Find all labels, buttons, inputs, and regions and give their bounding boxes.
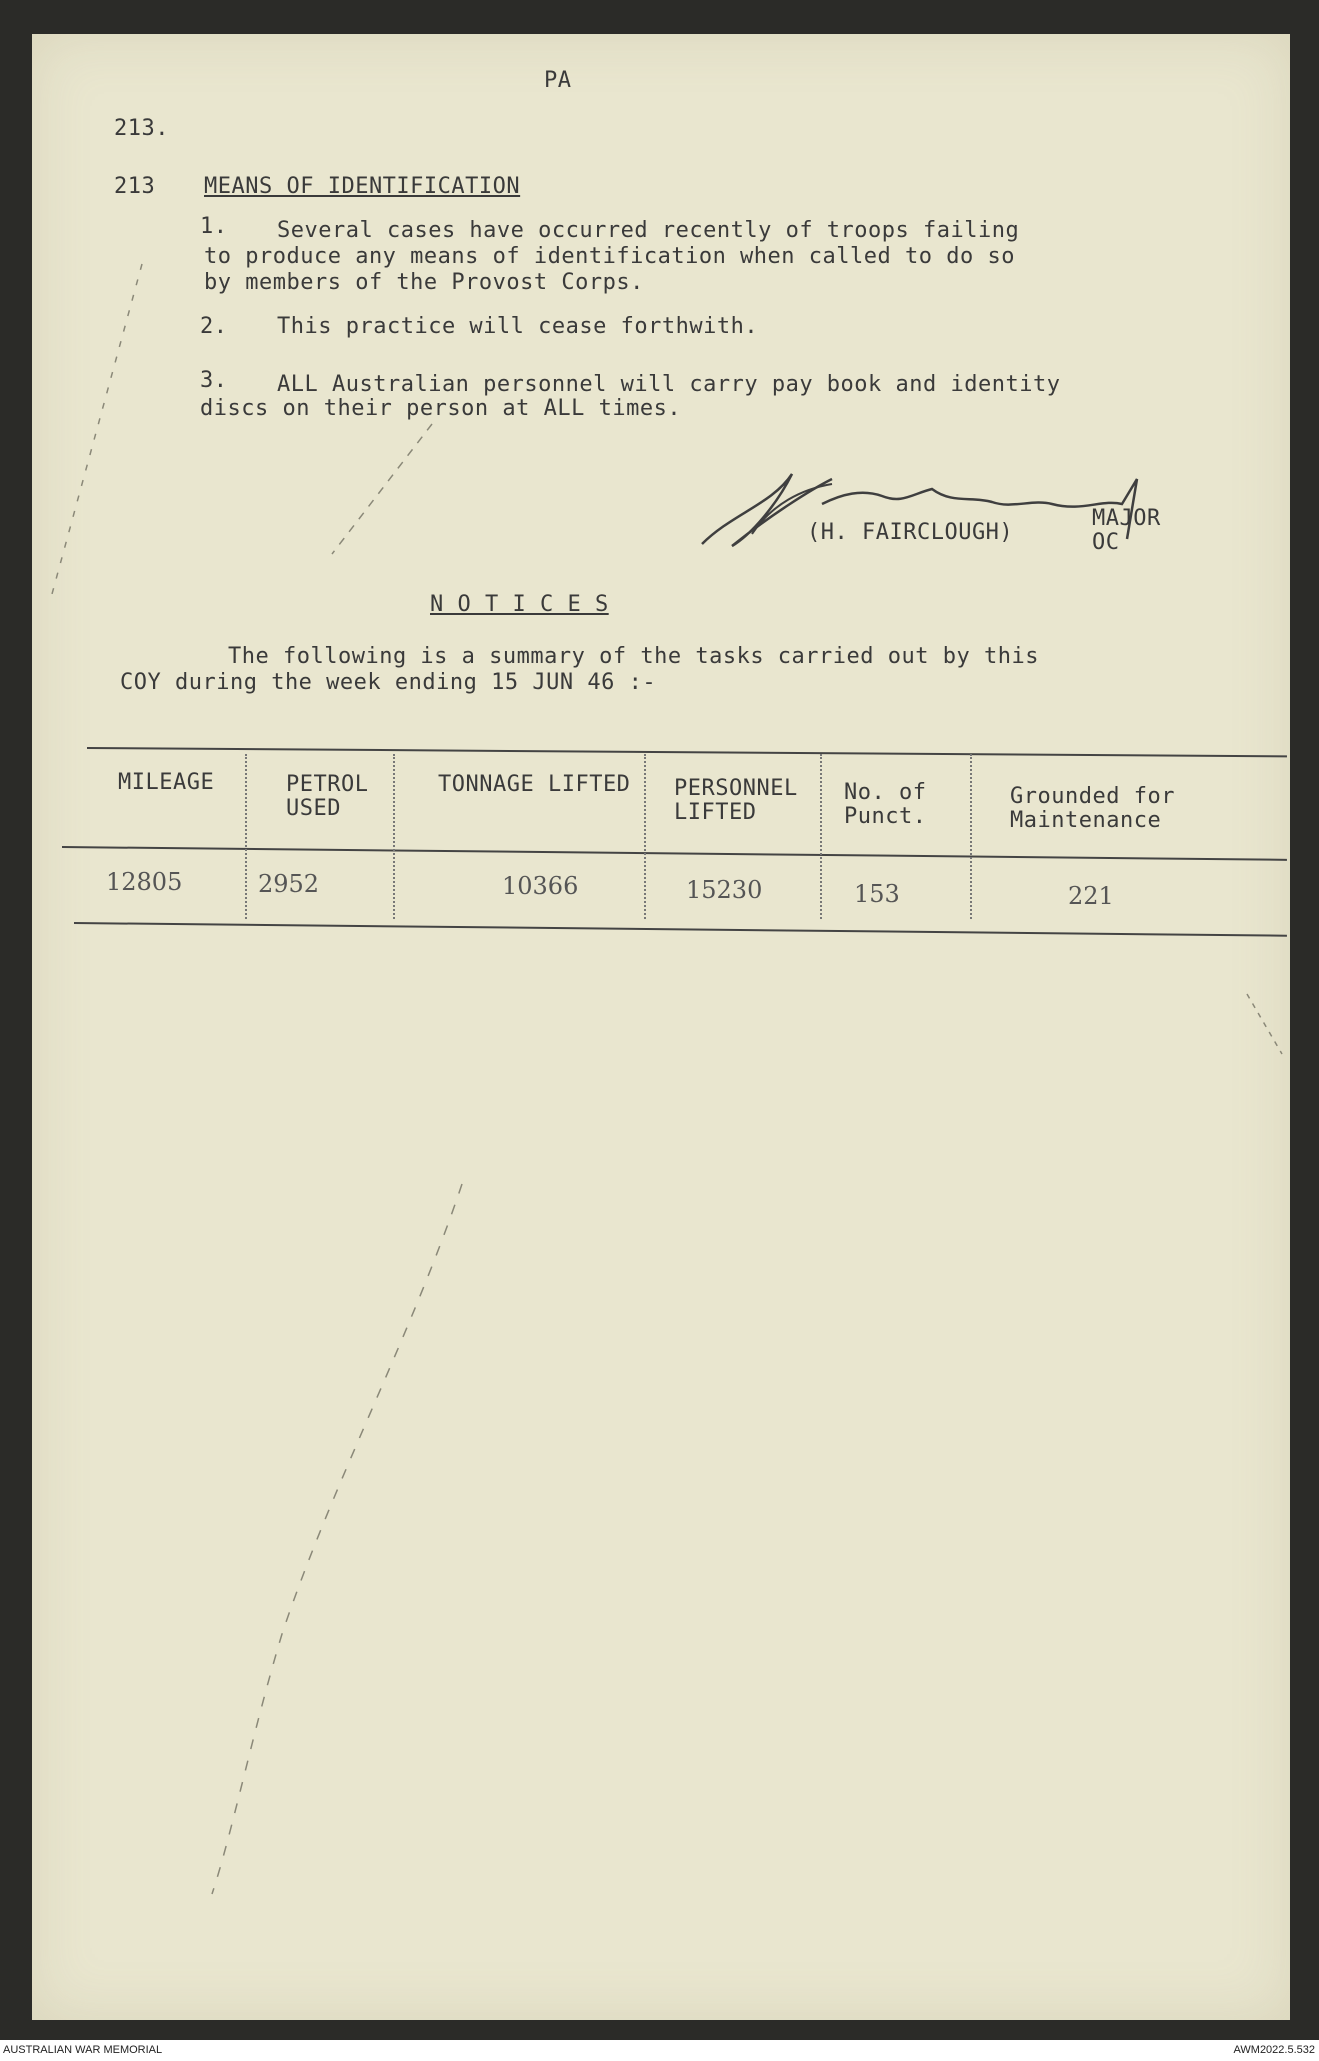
table-bottom-rule <box>74 922 1287 937</box>
signatory-role: OC <box>1092 530 1120 555</box>
footer-source: AUSTRALIAN WAR MEMORIAL <box>3 2044 163 2056</box>
signatory-rank: MAJOR <box>1092 506 1161 531</box>
page-mark: PA <box>544 68 572 93</box>
para-1-number: 1. <box>200 214 228 239</box>
para-1-line-2: to produce any means of identification when called to do so <box>204 244 1015 269</box>
para-1-line-1: Several cases have occurred recently of troops failing <box>277 218 1020 243</box>
notices-intro-line-2: COY during the week ending 15 JUN 46 :- <box>120 670 657 695</box>
handwritten-signature <box>32 34 1290 734</box>
header-personnel-line-1: PERSONNEL <box>674 776 798 801</box>
value-personnel: 15230 <box>686 876 763 904</box>
column-divider <box>820 754 822 919</box>
value-grounded: 221 <box>1068 882 1114 910</box>
column-divider <box>393 754 395 919</box>
header-punct-line-1: No. of <box>844 780 927 805</box>
signatory-name: (H. FAIRCLOUGH) <box>807 520 1014 545</box>
header-petrol-line-2: USED <box>286 796 341 821</box>
header-grounded-line-2: Maintenance <box>1010 808 1162 833</box>
table-top-rule <box>87 747 1287 757</box>
section-number: 213 <box>114 174 156 199</box>
archive-footer <box>0 2040 1319 2061</box>
value-mileage: 12805 <box>106 868 183 896</box>
notices-intro-line-1: The following is a summary of the tasks carried out by this <box>228 644 1039 669</box>
para-2-number: 2. <box>200 314 228 339</box>
header-mileage: MILEAGE <box>118 770 215 795</box>
header-personnel-line-2: LIFTED <box>674 800 757 825</box>
header-petrol-line-1: PETROL <box>286 772 369 797</box>
para-3-number: 3. <box>200 368 228 393</box>
column-divider <box>245 754 247 919</box>
section-title: MEANS OF IDENTIFICATION <box>204 174 521 199</box>
column-divider <box>644 754 646 919</box>
value-petrol: 2952 <box>258 870 320 898</box>
column-divider <box>970 754 972 919</box>
document-page <box>32 34 1290 2020</box>
value-tonnage: 10366 <box>502 872 579 900</box>
item-number: 213. <box>114 116 169 141</box>
value-punct: 153 <box>854 880 900 908</box>
notices-heading: N O T I C E S <box>430 592 609 617</box>
para-3-line-1: ALL Australian personnel will carry pay book and identity <box>277 372 1061 397</box>
header-grounded-line-1: Grounded for <box>1010 784 1175 809</box>
header-tonnage: TONNAGE LIFTED <box>438 772 631 797</box>
para-2-line-1: This practice will cease forthwith. <box>277 314 759 339</box>
para-1-line-3: by members of the Provost Corps. <box>204 270 644 295</box>
footer-reference: AWM2022.5.532 <box>1233 2044 1315 2056</box>
para-3-line-2: discs on their person at ALL times. <box>200 396 682 421</box>
header-punct-line-2: Punct. <box>844 804 927 829</box>
